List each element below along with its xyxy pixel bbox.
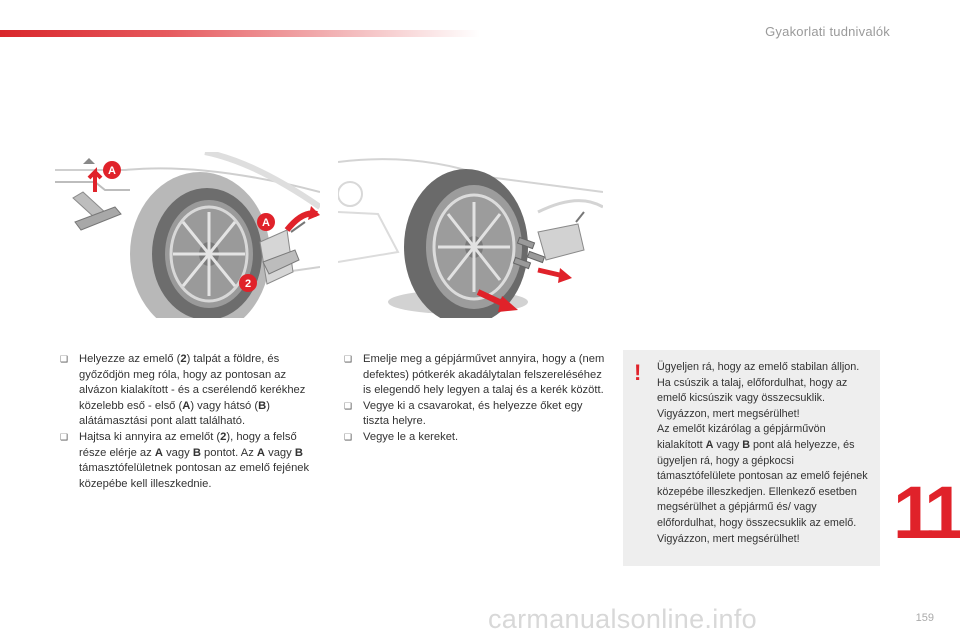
checkbox-bullet-icon: ❑ xyxy=(344,354,353,364)
checkbox-bullet-icon: ❑ xyxy=(344,400,353,411)
list-item xyxy=(60,352,325,430)
chapter-number: 11 xyxy=(893,471,960,554)
list-item-text: Vegye ki a csavarokat, és helyezze őket egy tiszta helyre. xyxy=(363,399,583,428)
checkbox-bullet-icon: ❑ xyxy=(60,431,69,442)
warning-icon: ! xyxy=(634,360,642,385)
header-accent-bar xyxy=(0,30,480,37)
instructions-left xyxy=(60,352,325,492)
callout-a-top: A xyxy=(108,165,116,177)
list-item-text: Vegye le a kereket. xyxy=(363,430,459,443)
list-item-text: Hajtsa ki annyira az emelőt (2), hogy a felső része elérje az A vagy B pontot. Az A vagy B támasztófelületnek pontosan az emelő fejének közepébe kell illeszkednie. xyxy=(79,430,310,490)
callout-2: 2 xyxy=(244,278,252,290)
warning-paragraph-2: Az emelőt kizárólag a gépjárművön kialakított A vagy B pont alá helyezze, és ügyeljen rá, hogy a gépkocsi támasztófelülete pontosan az emelő fejének közepébe illeszkedjen. Ellenkező esetben megsérülhet a gépjármű és/ vagy előfordulhat, hogy összecsuklik az emelő. Vigyázzon, mert megsérülhet! xyxy=(657,423,868,545)
wheel-removal-illustration xyxy=(338,152,603,318)
instructions-middle xyxy=(344,352,606,446)
list-item xyxy=(344,352,606,399)
section-title: Gyakorlati tudnivalók xyxy=(765,24,890,39)
list-item xyxy=(344,399,606,430)
checkbox-bullet-icon: ❑ xyxy=(60,354,69,364)
page-number: 159 xyxy=(915,612,934,624)
checkbox-bullet-icon: ❑ xyxy=(344,431,353,442)
watermark: carmanualsonline.info xyxy=(488,604,757,634)
list-item-text: Helyezze az emelő (2) talpát a földre, és győződjön meg róla, hogy az pontosan az alvázon kialakított - és a cserélendő kerékhez közelebb eső - első (A) vagy hátsó (B) alátámasztási pont alatt található. xyxy=(79,353,306,428)
warning-text xyxy=(657,360,872,547)
warning-box xyxy=(623,350,880,566)
list-item xyxy=(60,430,325,492)
list-item xyxy=(344,430,606,446)
list-item-text: Emelje meg a gépjárművet annyira, hogy a (nem defektes) pótkerék akadálytalan felszereléséhez is elegendő hely legyen a talaj és a kerék között. xyxy=(363,353,605,397)
jack-placement-illustration xyxy=(55,152,320,318)
callout-a-right: A xyxy=(262,217,270,229)
warning-paragraph-1: Ügyeljen rá, hogy az emelő stabilan álljon. Ha csúszik a talaj, előfordulhat, hogy az emelő kicsúszik vagy összecsuklik. Vigyázzon, mert megsérülhet! xyxy=(657,361,860,420)
